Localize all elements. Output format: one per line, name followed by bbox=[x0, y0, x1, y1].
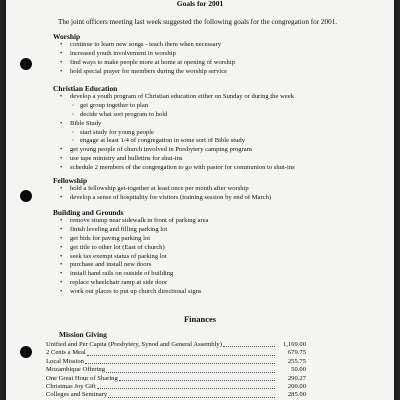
list-item: • work out places to put up church directional signs bbox=[53, 288, 208, 297]
list-item: • increased youth involvement in worship bbox=[53, 50, 235, 59]
finance-row bbox=[46, 391, 306, 399]
list-item: • find ways to make people more at home at opening of worship bbox=[53, 59, 235, 68]
list-item: • get title to other lot (East of church) bbox=[53, 244, 208, 253]
finance-label: Christmas Joy Gift bbox=[46, 382, 96, 390]
list-subitem: ◦ decide what sort program to hold bbox=[53, 111, 295, 120]
section-heading-christian-education: Christian Education bbox=[53, 84, 118, 93]
dot-leader bbox=[97, 383, 275, 389]
finances-heading: Finances bbox=[183, 314, 217, 324]
finance-label: Local Mission bbox=[46, 357, 84, 365]
mission-giving-table bbox=[46, 341, 306, 400]
section-heading-fellowship: Fellowship bbox=[53, 176, 88, 185]
list-item: • schedule 2 members of the congregation to go with pastor for communion to shut-ins bbox=[53, 164, 295, 173]
finance-row bbox=[46, 375, 306, 383]
list-item: • purchase and install new doors bbox=[53, 261, 208, 270]
section-heading-building-grounds: Building and Grounds bbox=[53, 208, 124, 217]
finance-row bbox=[46, 358, 306, 366]
mission-giving-heading: Mission Giving bbox=[59, 330, 107, 339]
finance-amount: 679.75 bbox=[287, 349, 306, 357]
finance-row bbox=[46, 341, 306, 349]
dot-leader bbox=[119, 375, 275, 381]
finance-label: One Great Hour of Sharing bbox=[46, 374, 118, 382]
finance-amount: 1,169.00 bbox=[282, 341, 306, 348]
dot-leader bbox=[87, 349, 275, 355]
list-item: • develop a youth program of Christian education either on Sunday or during the week bbox=[53, 93, 295, 102]
list-item: • get young people of church involved in Presbytery camping program bbox=[53, 146, 295, 155]
finance-amount: 255.75 bbox=[287, 357, 306, 365]
list-item: • continue to learn new songs - teach them when necessary bbox=[53, 41, 235, 50]
dot-leader bbox=[108, 391, 275, 397]
list-item: • hold a fellowship get-together at least once per month after worship bbox=[53, 185, 271, 194]
dot-leader bbox=[85, 358, 275, 364]
list-item: • get bids for paving parking lot bbox=[53, 235, 208, 244]
list-subitem: ◦ engage at least 1/4 of congregation in some sort of Bible study bbox=[53, 137, 295, 146]
list-item: • hold special prayer for members during the worship service bbox=[53, 68, 235, 77]
list-item: • replace wheelchair ramp at side door bbox=[53, 279, 208, 288]
intro-paragraph: The joint officers meeting last week suggested the following goals for the congregation for 2001. bbox=[58, 18, 338, 26]
binder-hole bbox=[20, 58, 32, 70]
finance-label: Colleges and Seminary bbox=[46, 391, 108, 399]
binder-hole bbox=[20, 346, 32, 358]
finance-amount: 50.00 bbox=[291, 366, 306, 374]
finance-label: 2 Cents a Meal bbox=[46, 349, 86, 357]
list-item: • remove stump near sidewalk in front of parking area bbox=[53, 217, 208, 226]
list-item: • Bible Study bbox=[53, 120, 295, 129]
list-subitem: ◦ start study for young people bbox=[53, 129, 295, 138]
finance-label: Unified and Per Capita (Presbytery, Synod and General Assembly) bbox=[46, 341, 222, 348]
binder-hole bbox=[20, 190, 32, 202]
document-page bbox=[6, 0, 394, 400]
list-item: • develop a sense of hospitality for visitors (training session by end of March) bbox=[53, 194, 271, 203]
building-grounds-list bbox=[53, 217, 208, 297]
finance-amount: 285.00 bbox=[287, 391, 306, 399]
finance-row bbox=[46, 366, 306, 374]
finance-row bbox=[46, 349, 306, 357]
dot-leader bbox=[223, 341, 275, 347]
list-item: • seek tax exempt status of parking lot bbox=[53, 253, 208, 262]
finance-row bbox=[46, 383, 306, 391]
worship-list bbox=[53, 41, 235, 77]
finance-label: Mozambique Offering bbox=[46, 366, 106, 374]
christian-education-list bbox=[53, 93, 295, 173]
list-item: • finish leveling and filling parking lot bbox=[53, 226, 208, 235]
finance-amount: 200.00 bbox=[287, 382, 306, 390]
list-item: • install hand rails on outside of building bbox=[53, 270, 208, 279]
fellowship-list bbox=[53, 185, 271, 203]
document-title: Goals for 2001 bbox=[176, 0, 224, 8]
finance-amount: 290.27 bbox=[287, 374, 306, 382]
list-item: • use tape ministry and bulletins for shut-ins bbox=[53, 155, 295, 164]
list-subitem: ◦ get group together to plan bbox=[53, 102, 295, 111]
section-heading-worship: Worship bbox=[53, 32, 81, 41]
dot-leader bbox=[106, 366, 275, 372]
